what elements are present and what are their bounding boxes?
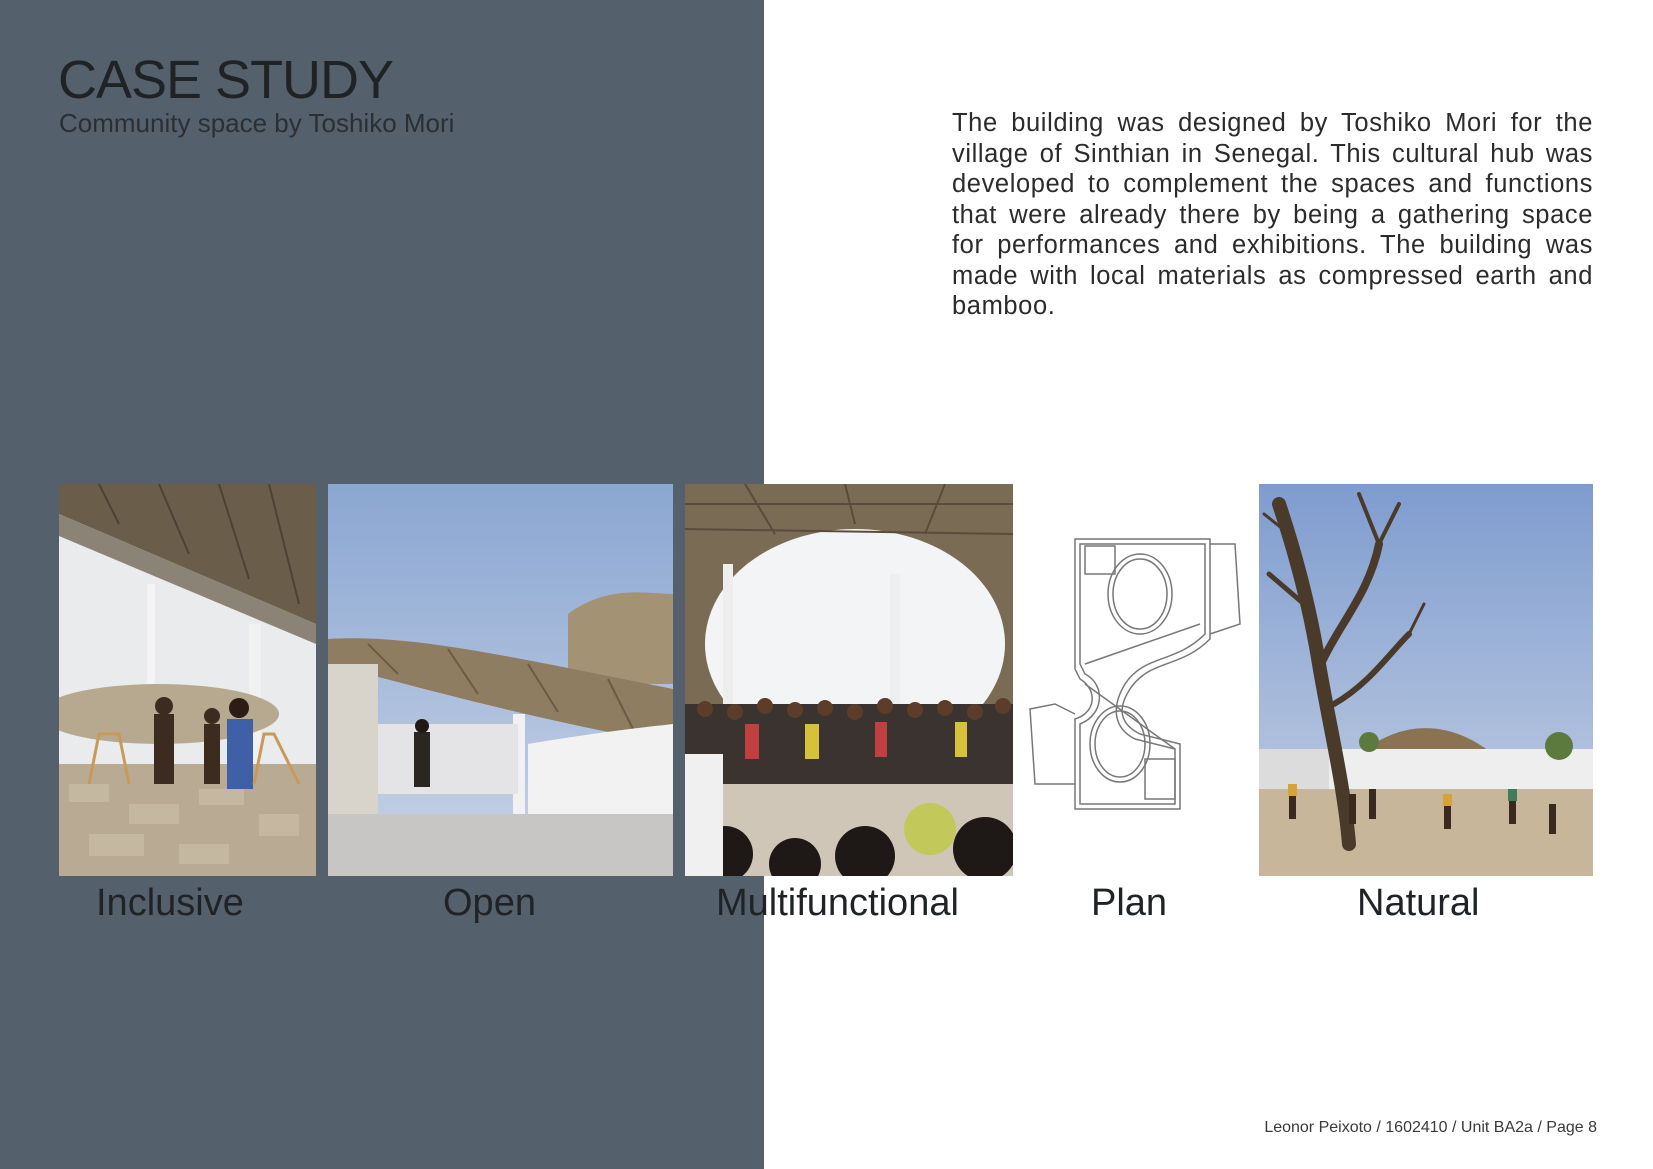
photo-tree-football-field xyxy=(1259,484,1593,876)
photo-thatch-roof-walkway xyxy=(328,484,673,876)
photo-plan xyxy=(1025,484,1247,876)
page-subtitle: Community space by Toshiko Mori xyxy=(59,108,455,138)
label-plan: Plan xyxy=(1091,882,1168,924)
label-open: Open xyxy=(443,882,536,924)
photo-multifunctional xyxy=(685,484,1013,876)
label-natural: Natural xyxy=(1357,882,1480,924)
page-title: CASE STUDY xyxy=(58,50,394,110)
label-inclusive: Inclusive xyxy=(96,882,244,924)
photo-crowd-performance xyxy=(685,484,1013,876)
page-footer: Leonor Peixoto / 1602410 / Unit BA2a / Page 8 xyxy=(1264,1119,1597,1136)
photo-inclusive xyxy=(59,484,316,876)
photo-natural xyxy=(1259,484,1593,876)
photo-children-under-thatch-roof xyxy=(59,484,316,876)
label-multifunctional: Multifunctional xyxy=(716,882,959,924)
photo-open xyxy=(328,484,673,876)
floor-plan-drawing xyxy=(1025,484,1247,876)
description-paragraph: The building was designed by Toshiko Mori for the village of Sinthian in Senegal. This cultural hub was developed to complement the spaces and functions that were already there by being a gathering space for performances and exhibitions. The building was made with local materials as compressed earth and bamboo. xyxy=(952,109,1593,320)
